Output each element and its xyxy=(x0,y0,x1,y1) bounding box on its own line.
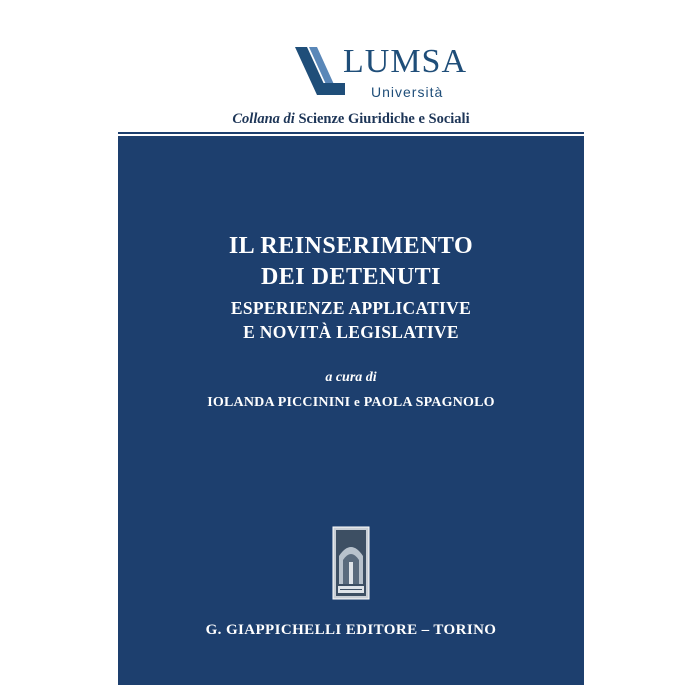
editors-conjunction: e xyxy=(354,394,360,409)
divider-rule xyxy=(118,132,584,134)
series-title xyxy=(118,111,584,128)
book-cover xyxy=(118,19,584,685)
book-title xyxy=(118,231,584,293)
editor-1: IOLANDA PICCININI xyxy=(207,395,351,410)
publisher-emblem-icon xyxy=(332,526,370,600)
lumsa-logo-mark-icon xyxy=(293,43,345,99)
subtitle-line-2: E NOVITÀ LEGISLATIVE xyxy=(243,322,459,342)
title-line-2: DEI DETENUTI xyxy=(260,264,442,290)
title-line-1: IL REINSERIMENTO xyxy=(228,233,474,259)
logo-wordmark: LUMSA xyxy=(343,43,468,80)
subtitle-line-1: ESPERIENZE APPLICATIVE xyxy=(230,298,472,318)
series-name: Scienze Giuridiche e Sociali xyxy=(298,111,470,127)
series-prefix: Collana di xyxy=(232,111,295,127)
editor-2: PAOLA SPAGNOLO xyxy=(363,395,495,410)
editors-label: a cura di xyxy=(325,370,377,385)
book-subtitle xyxy=(118,296,584,344)
cover-panel xyxy=(118,136,584,685)
publisher-logo xyxy=(293,39,468,105)
publisher-name: G. GIAPPICHELLI EDITORE – TORINO xyxy=(205,622,497,638)
editors-names xyxy=(118,394,584,411)
logo-subtitle: Università xyxy=(371,84,444,100)
